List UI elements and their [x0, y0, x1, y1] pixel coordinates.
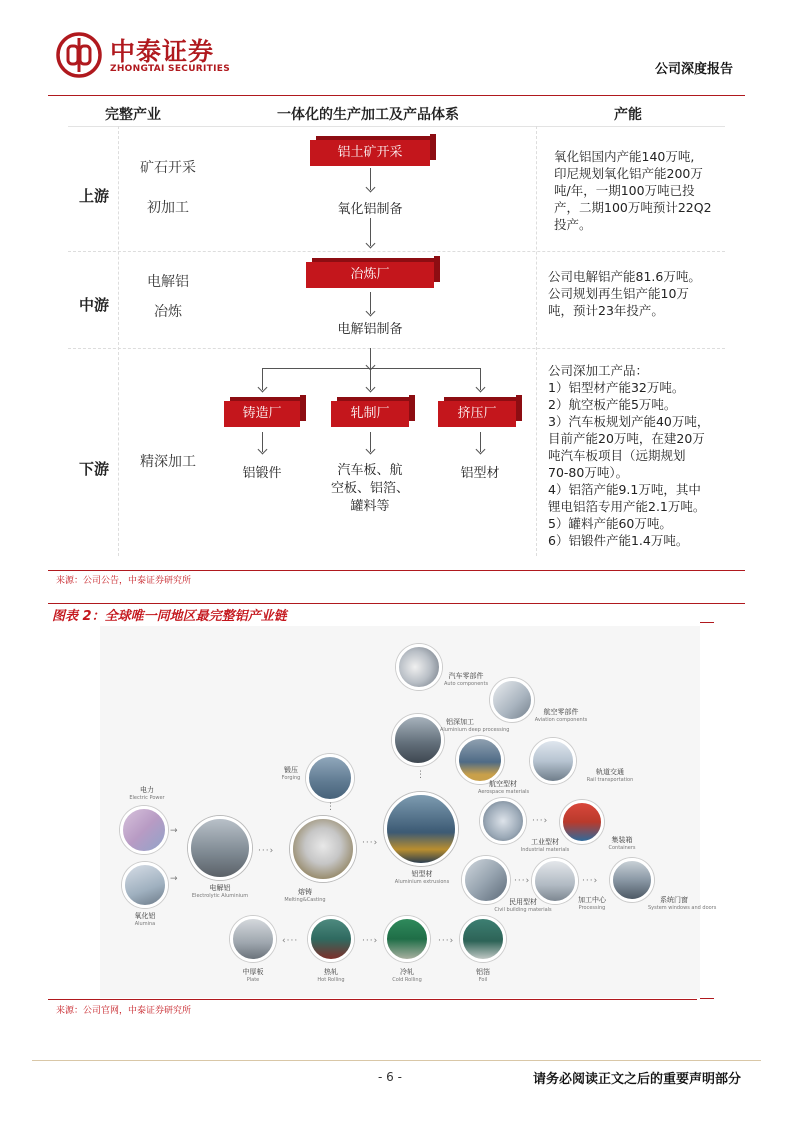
sub-smelting: 冶炼: [154, 304, 182, 320]
company-logo: [56, 30, 246, 80]
label-rail: 轨道交通 Rail transportation: [586, 768, 634, 783]
connector-dots: ···›: [514, 876, 531, 886]
report-type: 公司深度报告: [654, 62, 733, 77]
table-source: 来源：公司公告，中泰证券研究所: [56, 576, 192, 586]
connector-dots: ···›: [362, 838, 379, 848]
header-industry: 完整产业: [105, 107, 161, 123]
product-extrusions: 铝型材: [460, 466, 500, 481]
arrow-down: [262, 368, 263, 390]
connector-dots: ···›: [582, 876, 599, 886]
label-foil: 铝箔 Foil: [476, 968, 490, 983]
label-windows: 系统门窗 System windows and doors: [648, 896, 717, 911]
rail-image: [530, 738, 576, 784]
connector-dots: ···›: [438, 936, 455, 946]
extrusions-image: [384, 792, 458, 866]
label-processing: 加工中心 Processing: [578, 896, 606, 911]
sub-electrolytic: 电解铝: [147, 274, 189, 290]
connector-dots: ···›: [362, 936, 379, 946]
sub-primary-processing: 初加工: [147, 200, 189, 216]
arrow-down: [262, 432, 263, 452]
figure-title: 图表 2：全球唯一同地区最完整铝产业链: [52, 609, 287, 624]
arrow-down: [370, 292, 371, 314]
label-electrolytic: 电解铝 Electrolytic Aluminium: [191, 884, 249, 899]
company-name-cn: 中泰证券: [110, 37, 215, 66]
row-divider: [68, 251, 725, 252]
label-forging: 锻压 Forging: [281, 766, 301, 781]
figure-source: 来源：公司官网，中泰证券研究所: [56, 1006, 192, 1016]
foil-image: [460, 916, 506, 962]
product-forgings: 铝锻件: [242, 466, 282, 481]
figure-bottom-rule: [48, 999, 697, 1000]
containers-image: [560, 800, 604, 844]
header-capacity: 产能: [614, 107, 642, 123]
stage-upstream: 上游: [78, 187, 109, 205]
bauxite-mining-box: 铝土矿开采: [310, 140, 430, 166]
column-divider: [118, 126, 119, 556]
label-plate: 中厚板 Plate: [242, 968, 264, 983]
stage-midstream: 中游: [78, 296, 109, 314]
casting-plant-box: 铸造厂: [224, 401, 300, 427]
connector-dots: →: [170, 826, 179, 836]
footer-divider: [32, 1060, 761, 1061]
arrow-down: [370, 432, 371, 452]
connector-dots: →: [170, 874, 179, 884]
table-bottom-rule: [48, 570, 745, 571]
midstream-capacity: 公司电解铝产能81.6万吨。 公司规划再生铝产能10万 吨，预计23年投产。: [548, 269, 701, 318]
sub-deep-processing: 精深加工: [140, 454, 196, 470]
casting-image: [290, 816, 356, 882]
label-extrusions: 铝型材 Aluminium extrusions: [394, 870, 450, 885]
aluminium-chain-diagram: [100, 626, 717, 998]
cold-rolling-image: [384, 916, 430, 962]
connector-dots: ···›: [258, 846, 275, 856]
branch-bar: [262, 368, 480, 369]
disclaimer: 请务必阅读正文之后的重要声明部分: [532, 1072, 741, 1087]
connector-dots: ⋮: [416, 770, 426, 780]
connector-dots: ···›: [532, 816, 549, 826]
arrow-down: [370, 218, 371, 246]
label-power: 电力 Electric Power: [129, 786, 165, 801]
header-system: 一体化的生产加工及产品体系: [277, 107, 459, 123]
forging-image: [306, 754, 354, 802]
sub-mining: 矿石开采: [140, 160, 196, 176]
civil-image: [462, 856, 510, 904]
connector: [370, 348, 371, 368]
page-number: - 6 -: [378, 1070, 402, 1084]
company-name-en: ZHONGTAI SECURITIES: [110, 64, 230, 74]
connector-dots: ‹···: [282, 936, 299, 946]
extrusion-plant-box: 挤压厂: [438, 401, 516, 427]
aviation-components-image: [490, 678, 534, 722]
label-aviation-components: 航空零部件 Aviation components: [534, 708, 588, 723]
alumina-image: [122, 862, 168, 908]
label-auto: 汽车零部件 Auto components: [443, 672, 489, 687]
power-image: [120, 806, 168, 854]
column-divider: [536, 126, 537, 556]
row-divider: [68, 126, 725, 127]
connector-dots: ⋮: [326, 802, 336, 812]
label-aerospace: 航空型材 Aerospace materials: [478, 780, 530, 795]
downstream-capacity: 公司深加工产品： 1）铝型材产能32万吨。 2）航空板产能5万吨。 3）汽车板规划产能40万吨， 目前产能20万吨，在建20万 吨汽车板项目（远期规划 70-80万吨）。 4）铝箔产能9.1万吨，其中 锂电铝箔专用产能2.1万吨。 5）罐料产能60万吨。 6）铝锻件产能1.4万吨。: [548, 363, 710, 548]
arrow-down: [370, 368, 371, 390]
smelter-box: 冶炼厂: [306, 262, 434, 288]
deep-processing-image: [392, 714, 444, 766]
figure-tick: [700, 622, 714, 623]
arrow-down: [370, 168, 371, 190]
label-industrial: 工业型材 Industrial materials: [520, 838, 570, 853]
label-casting: 熔铸 Melting&Casting: [284, 888, 326, 903]
label-civil: 民用型材 Civil building materials: [494, 898, 552, 913]
product-rolled: 汽车板、航 空板、铝箔、 罐料等: [330, 463, 409, 514]
label-deep-processing: 铝深加工 Aluminium deep processing: [440, 718, 510, 733]
row-divider: [68, 348, 725, 349]
hot-rolling-image: [308, 916, 354, 962]
industry-chain-table: [48, 96, 745, 570]
upstream-capacity: 氧化铝国内产能140万吨, 印尼规划氧化铝产能200万 吨/年，一期100万吨已投 产，二期100万吨预计22Q2 投产。: [554, 149, 712, 232]
zhongtai-logo-icon: [56, 32, 102, 78]
label-alumina: 氧化铝 Alumina: [134, 912, 156, 927]
stage-downstream: 下游: [78, 460, 109, 478]
label-cold-rolling: 冷轧 Cold Rolling: [392, 968, 422, 983]
electrolytic-image: [188, 816, 252, 880]
figure-tick: [700, 998, 714, 999]
label-containers: 集装箱 Containers: [608, 836, 636, 851]
aerospace-image: [456, 736, 504, 784]
plate-image: [230, 916, 276, 962]
electrolytic-prep-step: 电解铝制备: [337, 322, 403, 337]
processing-image: [532, 858, 578, 904]
alumina-prep-step: 氧化铝制备: [337, 202, 403, 217]
figure-top-rule: [48, 603, 745, 604]
rolling-plant-box: 轧制厂: [331, 401, 409, 427]
auto-components-image: [396, 644, 442, 690]
arrow-down: [480, 368, 481, 390]
arrow-down: [480, 432, 481, 452]
label-hot-rolling: 热轧 Hot Rolling: [317, 968, 345, 983]
